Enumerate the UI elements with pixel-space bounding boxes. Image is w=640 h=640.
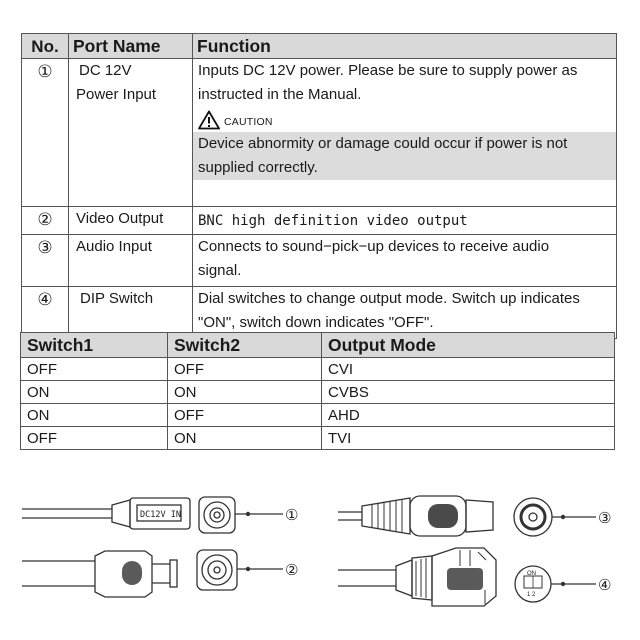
callout-3: ③	[598, 509, 612, 527]
connector-diagram	[0, 470, 640, 640]
switch1-value: ON	[21, 381, 168, 404]
switch1-value: OFF	[21, 427, 168, 450]
header-switch2: Switch2	[168, 333, 322, 358]
function-text: Connects to sound−pick−up devices to receive audio	[198, 238, 550, 255]
table-row	[22, 235, 617, 287]
function-text-line2: signal.	[198, 262, 242, 279]
function-text-line2: "ON", switch down indicates "OFF".	[198, 314, 434, 331]
function-text: BNC high definition video output	[198, 213, 468, 229]
output-mode-value: AHD	[322, 404, 615, 427]
output-mode-header	[21, 333, 615, 358]
warning-icon	[198, 110, 220, 130]
output-mode-value: CVBS	[322, 381, 615, 404]
caution-box	[193, 132, 616, 180]
bnc-end	[197, 550, 237, 590]
switch1-value: OFF	[21, 358, 168, 381]
row-number: ①	[37, 62, 53, 81]
caution-text: Device abnormity or damage could occur if power is not	[198, 135, 568, 152]
header-no: No.	[22, 34, 69, 59]
caution-text-line2: supplied correctly.	[198, 159, 318, 176]
output-mode-value: TVI	[322, 427, 615, 450]
dip-num-label: 1 2	[527, 592, 536, 598]
switch2-value: ON	[168, 381, 322, 404]
table-row	[22, 59, 617, 207]
port-table	[21, 33, 617, 339]
header-function: Function	[193, 34, 617, 59]
function-text-line2: instructed in the Manual.	[198, 86, 362, 103]
table-row	[22, 207, 617, 235]
port-name: Video Output	[76, 210, 164, 227]
table-row	[22, 287, 617, 339]
dip-on-label: ON	[527, 571, 536, 577]
header-switch1: Switch1	[21, 333, 168, 358]
table-row	[21, 404, 615, 427]
callout-4: ④	[598, 576, 612, 594]
switch2-value: OFF	[168, 404, 322, 427]
row-number: ③	[37, 238, 53, 257]
switch1-value: ON	[21, 404, 168, 427]
table-row	[21, 381, 615, 404]
table-row	[21, 427, 615, 450]
rca-audio-connector	[338, 496, 493, 536]
port-name-line2: Power Input	[76, 86, 157, 103]
caution-heading	[198, 107, 613, 132]
dip-switch-connector	[338, 548, 496, 606]
callout-1: ①	[285, 506, 299, 524]
dc-plug-label: DC12V IN	[140, 510, 181, 520]
bnc-video-connector	[22, 551, 177, 597]
row-number: ④	[37, 290, 53, 309]
dip-switch-end	[515, 566, 551, 602]
table-row	[21, 358, 615, 381]
dc-jack-end	[199, 497, 235, 533]
output-mode-table	[20, 332, 615, 450]
port-name: DC 12V	[79, 62, 132, 79]
port-table-header	[22, 34, 617, 59]
switch2-value: ON	[168, 427, 322, 450]
rca-end	[514, 498, 552, 536]
caution-label: CAUTION	[224, 115, 273, 128]
output-mode-value: CVI	[322, 358, 615, 381]
function-text: Inputs DC 12V power. Please be sure to supply power as	[198, 62, 578, 79]
callout-2: ②	[285, 561, 299, 579]
row-number: ②	[37, 210, 53, 229]
port-name: DIP Switch	[80, 290, 154, 307]
switch2-value: OFF	[168, 358, 322, 381]
header-output-mode: Output Mode	[322, 333, 615, 358]
port-name: Audio Input	[76, 238, 152, 255]
dc-power-plug	[22, 498, 190, 529]
function-text: Dial switches to change output mode. Switch up indicates	[198, 290, 580, 307]
header-port-name: Port Name	[69, 34, 193, 59]
